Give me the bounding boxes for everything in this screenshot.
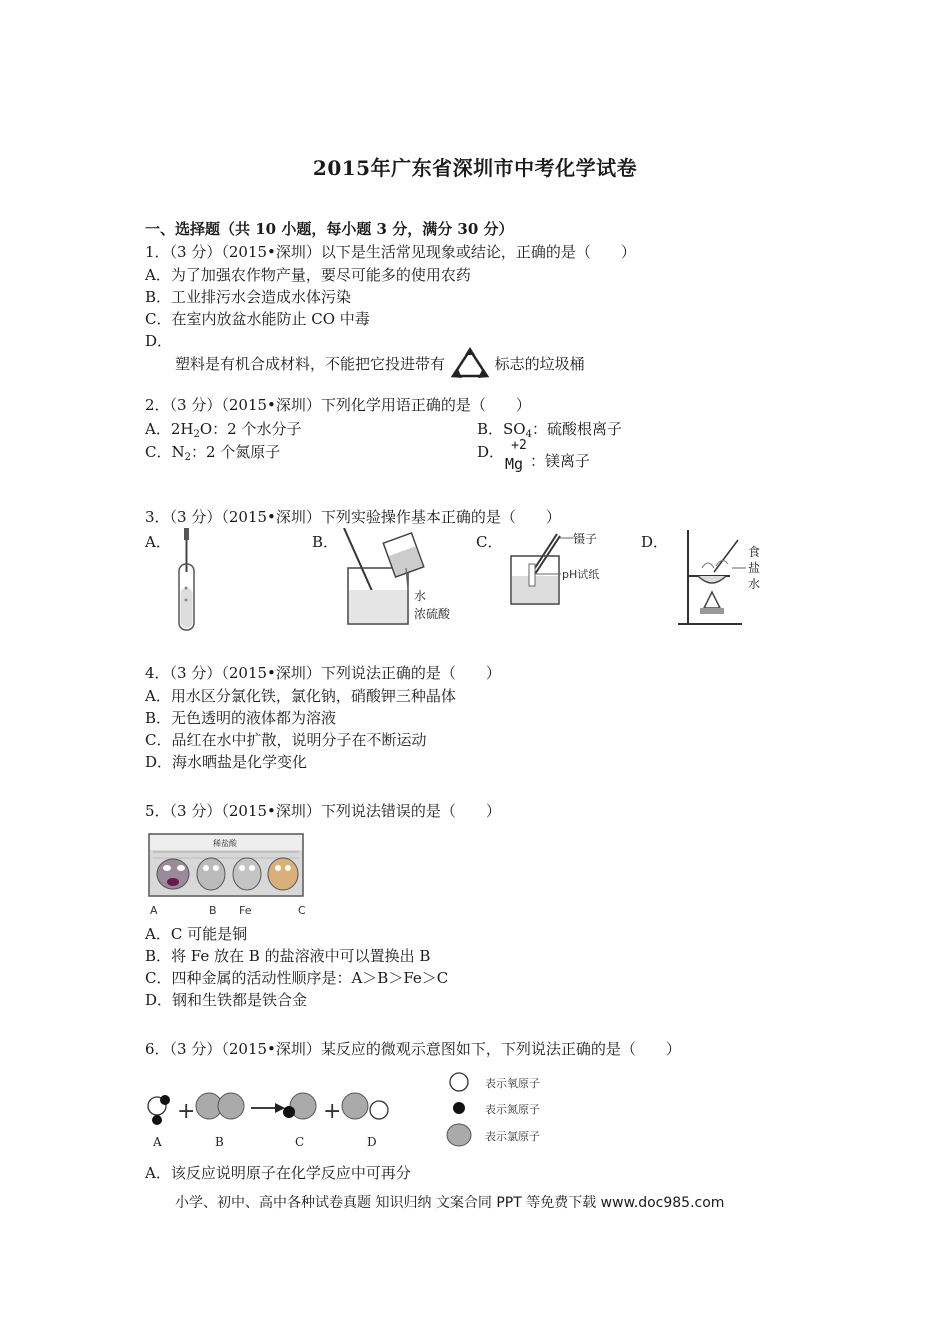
dropper-test-tube-figure (172, 528, 202, 634)
q6-option-a: A．该反应说明原子在化学反应中可再分 (145, 1164, 411, 1182)
q4-option-a: A．用水区分氯化铁，氯化钠，硝酸钾三种晶体 (145, 687, 456, 705)
q3-d-salt-1: 食 (748, 545, 761, 559)
q3-b-acid-label: 浓硫酸 (414, 607, 451, 621)
svg-text:+: + (177, 1099, 196, 1124)
q1-option-a: A．为了加强农作物产量，要尽可能多的使用农药 (145, 266, 471, 284)
q1-option-d (175, 347, 585, 379)
q1-stem: 1．（3 分）（2015•深圳）以下是生活常见现象或结论，正确的是（ ） (145, 243, 636, 261)
q3-d-salt-2: 盐 (748, 561, 761, 575)
q3-stem: 3．（3 分）（2015•深圳）下列实验操作基本正确的是（ ） (145, 508, 561, 526)
q3-c-tweezer-label: 镊子 (573, 532, 598, 546)
q5-fig-top-label: 稀盐酸 (213, 839, 237, 848)
q5-fig-label-a: A (150, 904, 158, 917)
q2-b-sub: 4 (525, 429, 532, 440)
section-title: 一、选择题（共 10 小题，每小题 3 分，满分 30 分） (145, 220, 514, 238)
q1-option-d-pre: 塑料是有机合成材料，不能把它投进带有 (175, 355, 446, 373)
dilution-figure (336, 528, 466, 628)
q4-stem: 4．（3 分）（2015•深圳）下列说法正确的是（ ） (145, 664, 501, 682)
q6-legend-chlorine: 表示氯原子 (485, 1130, 540, 1143)
q2-stem: 2．（3 分）（2015•深圳）下列化学用语正确的是（ ） (145, 396, 531, 414)
q2-option-c (145, 442, 280, 468)
q3-option-b: B． (312, 533, 339, 551)
q4-option-b: B．无色透明的液体都为溶液 (145, 709, 337, 727)
q2-d-symbol: Mg (505, 455, 524, 473)
q5-option-a: A．C 可能是铜 (145, 925, 248, 943)
q6-stem: 6．（3 分）（2015•深圳）某反应的微观示意图如下，下列说法正确的是（ ） (145, 1040, 681, 1058)
q5-fig-label-fe: Fe (239, 904, 252, 917)
q2-d-charge: +2 (511, 438, 527, 453)
q2-c-post: ：2 个氮原子 (190, 443, 281, 461)
q5-fig-label-c: C (298, 904, 306, 917)
q6-label-b: B (215, 1135, 224, 1149)
footer-text: 小学、初中、高中各种试卷真题 知识归纳 文案合同 PPT 等免费下载 www.doc985.com (175, 1195, 725, 1211)
evaporation-figure (672, 528, 772, 628)
recycle-icon (450, 347, 490, 379)
q3-c-ph-label: pH试纸 (562, 568, 600, 581)
q3-b-water-label: 水 (414, 589, 427, 603)
q5-option-d: D．钢和生铁都是铁合金 (145, 991, 308, 1009)
q6-label-a: A (153, 1135, 162, 1149)
svg-text:+: + (323, 1099, 342, 1124)
ph-paper-figure (505, 530, 615, 610)
q5-stem: 5．（3 分）（2015•深圳）下列说法错误的是（ ） (145, 802, 501, 820)
q1-option-d-post: 标志的垃圾桶 (494, 355, 585, 373)
q5-option-c: C．四种金属的活动性顺序是：A＞B＞Fe＞C (145, 969, 449, 987)
q1-option-c: C．在室内放盆水能防止 CO 中毒 (145, 310, 370, 328)
q2-c-sub: 2 (184, 452, 191, 463)
q6-label-d: D (367, 1135, 377, 1149)
q6-legend-oxygen: 表示氧原子 (485, 1077, 540, 1090)
q5-option-b: B．将 Fe 放在 B 的盐溶液中可以置换出 B (145, 947, 431, 965)
q4-option-d: D．海水晒盐是化学变化 (145, 753, 308, 771)
reaction-diagram (143, 1068, 563, 1158)
q3-option-c: C． (476, 533, 503, 551)
q2-b-pre: B．SO (477, 420, 526, 438)
q5-fig-label-b: B (209, 904, 217, 917)
q6-label-c: C (295, 1135, 305, 1149)
q2-a-pre: A．2H (145, 420, 194, 438)
metals-in-acid-figure (143, 830, 311, 918)
q1-option-b: B．工业排污水会造成水体污染 (145, 288, 352, 306)
q6-legend-nitrogen: 表示氮原子 (485, 1103, 540, 1116)
q2-d-post: ：镁离子 (530, 452, 591, 470)
q2-a-post: O：2 个水分子 (199, 420, 302, 438)
q2-b-post: ：硫酸根离子 (531, 420, 622, 438)
q1-option-d-label: D． (145, 332, 173, 350)
q2-option-d-label: D． (477, 443, 505, 461)
q3-option-d: D． (641, 533, 669, 551)
q4-option-c: C．品红在水中扩散，说明分子在不断运动 (145, 731, 427, 749)
q2-a-sub: 2 (193, 429, 200, 440)
q3-d-salt-3: 水 (748, 577, 761, 591)
q2-c-pre: C．N (145, 443, 185, 461)
q3-option-a: A． (145, 533, 171, 551)
page-title: 2015年广东省深圳市中考化学试卷 (312, 156, 638, 180)
